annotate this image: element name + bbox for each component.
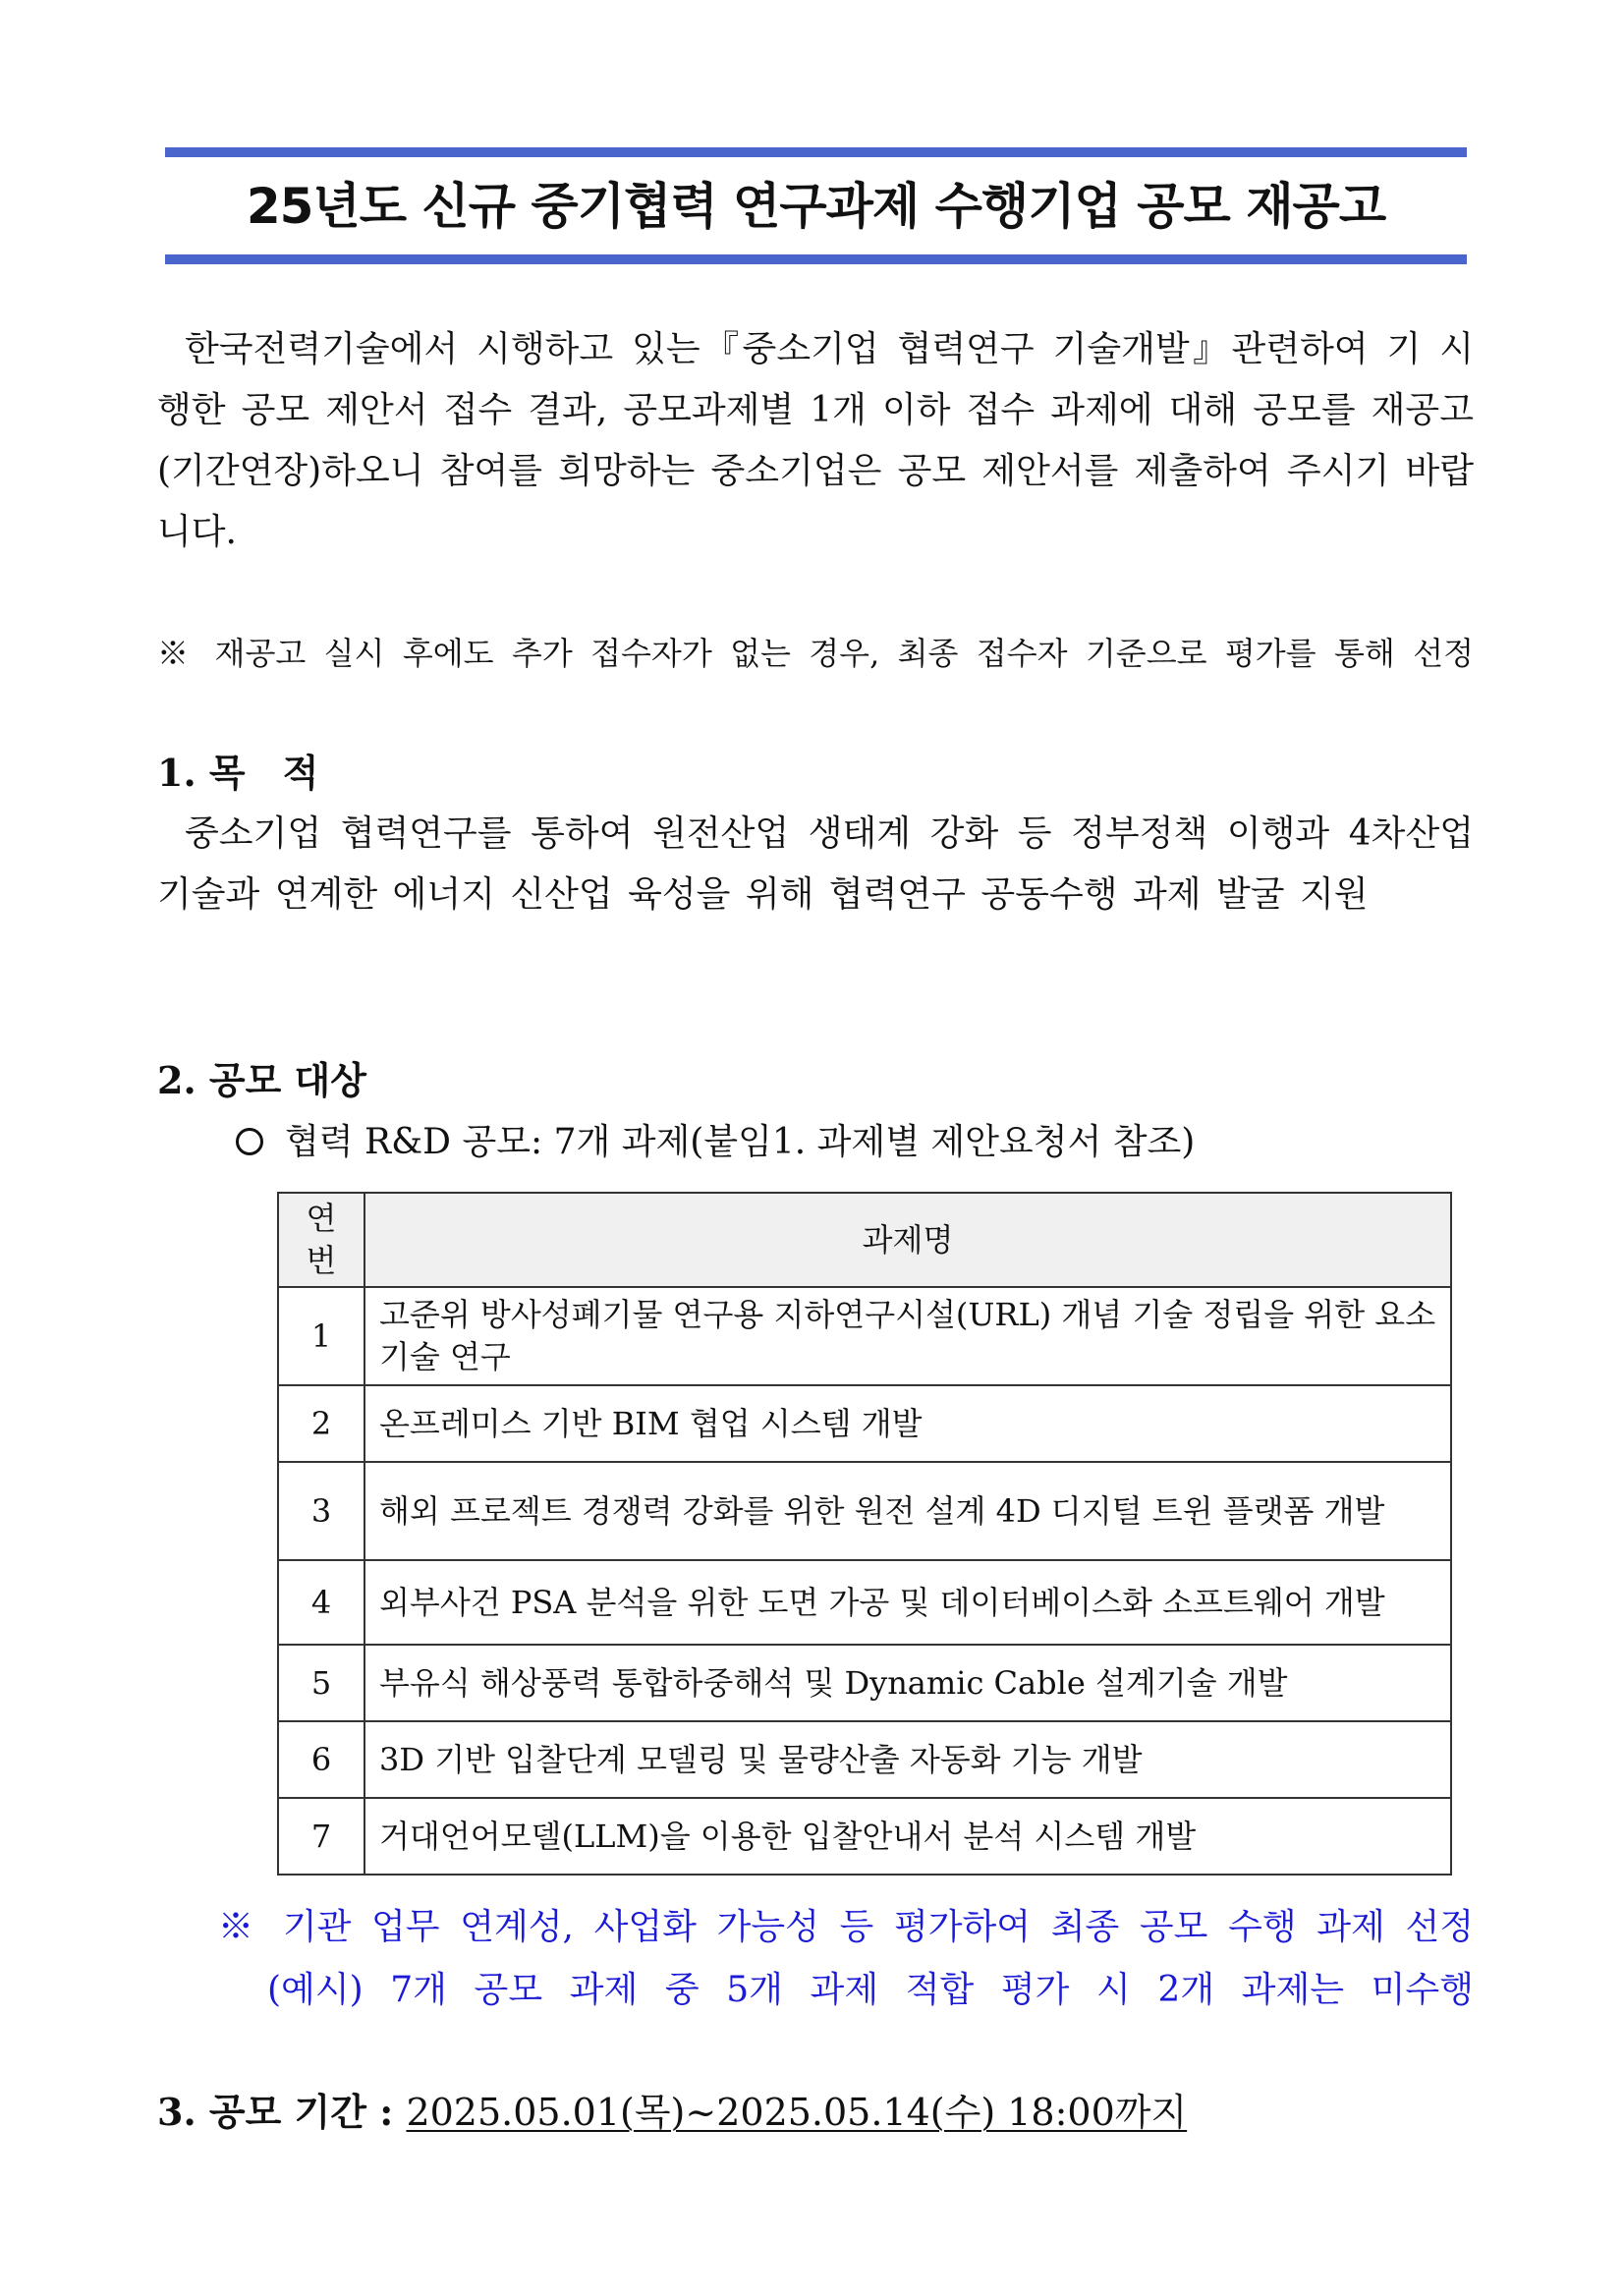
selection-note (218, 1896, 1474, 2022)
row-name: 온프레미스 기반 BIM 협업 시스템 개발 (364, 1385, 1451, 1462)
row-no: 1 (278, 1287, 364, 1385)
title-top-rule (165, 147, 1467, 157)
table-row (278, 1798, 1451, 1875)
row-name: 외부사건 PSA 분석을 위한 도면 가공 및 데이터베이스화 소프트웨어 개발 (364, 1560, 1451, 1645)
header-name: 과제명 (364, 1193, 1451, 1287)
section-2-heading: 2. 공모 대상 (157, 1058, 366, 1102)
selection-note-line-1: ※ 기관 업무 연계성, 사업화 가능성 등 평가하여 최종 공모 수행 과제 선정 (218, 1907, 1474, 1947)
row-name: 해외 프로젝트 경쟁력 강화를 위한 원전 설계 4D 디지털 트윈 플랫폼 개발 (364, 1462, 1451, 1560)
row-name: 부유식 해상풍력 통합하중해석 및 Dynamic Cable 설계기술 개발 (364, 1645, 1451, 1721)
header-no: 연번 (278, 1193, 364, 1287)
row-no: 5 (278, 1645, 364, 1721)
target-text: 협력 R&D 공모: 7개 과제(붙임1. 과제별 제안요청서 참조) (285, 1122, 1196, 1162)
row-no: 3 (278, 1462, 364, 1560)
row-name: 거대언어모델(LLM)을 이용한 입찰안내서 분석 시스템 개발 (364, 1798, 1451, 1875)
table-row (278, 1560, 1451, 1645)
table-row (278, 1287, 1451, 1385)
reannouncement-note: ※ 재공고 실시 후에도 추가 접수자가 없는 경우, 최종 접수자 기준으로 평가를 통해 선정 (157, 635, 1474, 672)
table-row (278, 1721, 1451, 1798)
section-3-heading (157, 2088, 1187, 2137)
table-row (278, 1385, 1451, 1462)
circle-bullet-icon (236, 1128, 263, 1155)
table-row (278, 1462, 1451, 1560)
task-table (277, 1192, 1452, 1876)
section-3-label: 3. 공모 기간 : (157, 2090, 407, 2134)
row-name: 고준위 방사성폐기물 연구용 지하연구시설(URL) 개념 기술 정립을 위한 요소기술 연구 (364, 1287, 1451, 1385)
row-no: 7 (278, 1798, 364, 1875)
row-name: 3D 기반 입찰단계 모델링 및 물량산출 자동화 기능 개발 (364, 1721, 1451, 1798)
purpose-paragraph: 중소기업 협력연구를 통하여 원전산업 생태계 강화 등 정부정책 이행과 4차산업 기술과 연계한 에너지 신산업 육성을 위해 협력연구 공동수행 과제 발굴 지원 (157, 813, 1474, 915)
section-1-heading: 1. 목 적 (157, 751, 319, 795)
row-no: 4 (278, 1560, 364, 1645)
row-no: 2 (278, 1385, 364, 1462)
page-title: 25년도 신규 중기협력 연구과제 수행기업 공모 재공고 (246, 178, 1386, 235)
table-header-row (278, 1193, 1451, 1287)
table-row (278, 1645, 1451, 1721)
target-line (236, 1115, 1195, 1169)
title-bottom-rule (165, 254, 1467, 264)
row-no: 6 (278, 1721, 364, 1798)
selection-note-line-2: (예시) 7개 공모 과제 중 5개 과제 적합 평가 시 2개 과제는 미수행 (267, 1970, 1474, 2010)
application-period: 2025.05.01(목)~2025.05.14(수) 18:00까지 (406, 2091, 1188, 2134)
intro-paragraph: 한국전력기술에서 시행하고 있는『중소기업 협력연구 기술개발』관련하여 기 시행한 공모 제안서 접수 결과, 공모과제별 1개 이하 접수 과제에 대해 공모를 재공고(기간연장)하오니 참여를 희망하는 중소기업은 공모 제안서를 제출하여 주시기 바랍니다. (157, 329, 1474, 552)
